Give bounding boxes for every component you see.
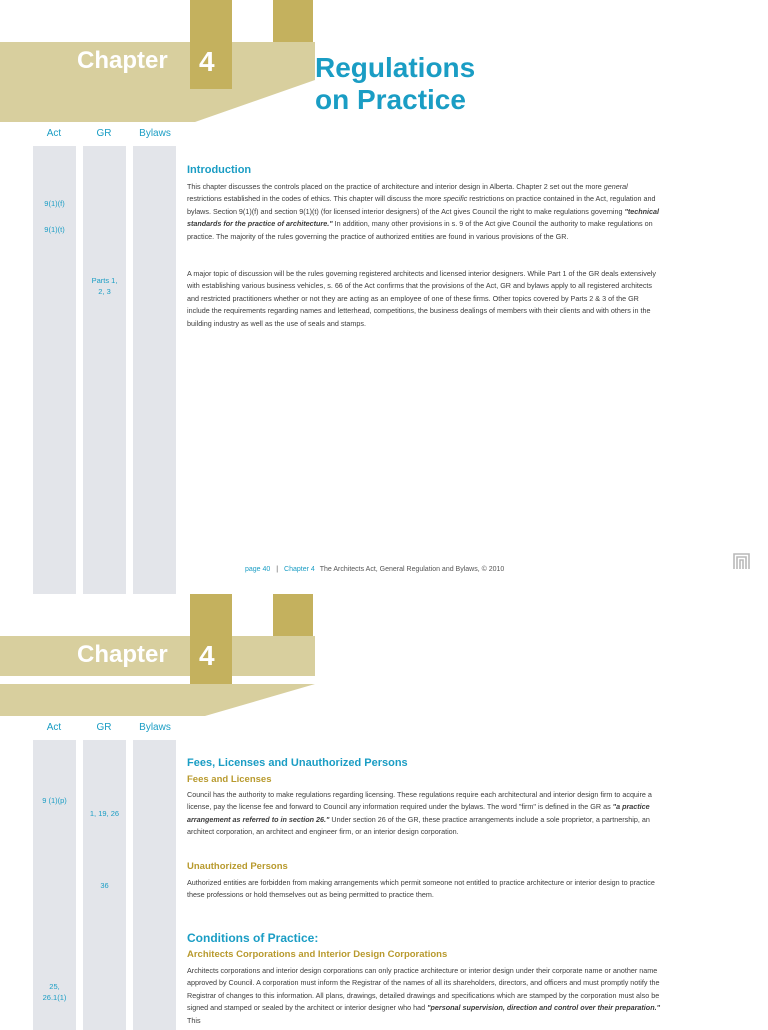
chapter-label: Chapter (77, 641, 168, 668)
gr-ref: 1, 19, 26 (89, 809, 120, 818)
act-header: Act (46, 128, 62, 139)
bylaws-column (133, 146, 176, 594)
gr-column (83, 146, 126, 594)
body-paragraph: This chapter discusses the controls placed on the practice of architecture and interior design in Alberta. Chapter 2 set out the more general restrictions established in the codes of ethics. This chapter will discuss the more specific restrictions on practice contained in the Act, regulation and bylaws. Section 9(1)(f) and section 9(1)(t) (for licensed interior designers) of the Act gives Council the right to make regulations governing "technical standards for the practice of architecture." In addition, many other provisions in s. 9 of the Act give Council the authority to make regulations on practice. The majority of the rules governing the practice of authorized entities are found in various provisions of the GR. (187, 182, 660, 241)
chapter-number: 4 (199, 640, 215, 671)
title-line-2: on Practice (315, 84, 466, 115)
page-footer: page 40 | Chapter 4 The Architects Act, General Regulation and Bylaws, © 2010 (245, 566, 505, 573)
bylaws-column (133, 740, 176, 1030)
chapter-tab-2 (273, 594, 313, 636)
bylaws-header: Bylaws (139, 722, 171, 733)
association-logo-icon (733, 553, 750, 570)
act-ref: 9(1)(f) (44, 199, 65, 208)
body-paragraph: Council has the authority to make regulations regarding licensing. These regulations require each architectural and interior design firm to acquire a license, pay the license fee and forward to Council any information required under the bylaws. The word "firm" is defined in the GR as "a practice arrangement as referred to in section 26." Under section 26 of the GR, these practice arrangements include a sole proprietor, a partnership, an architect corporation, an architect and engineer firm, or an interior design corporation. (187, 790, 652, 837)
header-band-lower (0, 684, 205, 716)
subsection-heading: Unauthorized Persons (187, 861, 288, 872)
chapter-label: Chapter (77, 47, 168, 74)
header-band-lower (0, 80, 195, 122)
act-ref: 9(1)(t) (44, 225, 65, 234)
act-ref: 9 (1)(p) (42, 796, 67, 805)
body-paragraph: Authorized entities are forbidden from making arrangements which permit someone not entitled to practice architecture or interior design to practice these professions or hold themselves out as being permitted to practice them. (187, 878, 655, 900)
band-slant (205, 684, 315, 716)
act-header: Act (46, 722, 62, 733)
title-line-1: Regulations (315, 52, 476, 83)
body-paragraph: Architects corporations and interior design corporations can only practice architecture or interior design under their corporate name or another name approved by Council. A corporation must inform the Registrar of the names of all its shareholders, directors, and officers and must promptly notify the Registrar of changes to this information. All plans, drawings, detailed drawings and specifications which are stamped by the corporation must also be signed and stamped or sealed by the architect or interior designer who had "personal supervision, direction and control over their preparation." This (187, 966, 660, 1025)
section-heading: Introduction (187, 164, 252, 176)
section-heading: Conditions of Practice: (187, 931, 319, 945)
section-heading: Fees, Licenses and Unauthorized Persons (187, 757, 408, 769)
gr-header: GR (96, 128, 112, 139)
gr-ref-line: 2, 3 (98, 287, 111, 296)
act-ref-line: 25, (49, 982, 60, 991)
page-title (315, 52, 475, 116)
chapter-number: 4 (199, 46, 215, 77)
gr-ref-line: Parts 1, (91, 276, 118, 285)
subsection-heading: Fees and Licenses (187, 774, 272, 785)
body-paragraph: A major topic of discussion will be the rules governing registered architects and licensed interior designers. While Part 1 of the GR deals extensively with establishing various business vehicles, s. 66 of the Act confirms that the provisions of the Act, GR and bylaws apply to all registered architects and restricted practitioners whether or not they are acting as an employee of one of these firms. Other topics covered by Parts 2 & 3 of the GR include the requirements regarding names and letterhead, competitions, the business dealings of members with their clients and with others in the building industry as well as the use of seals and stamps. (187, 269, 657, 328)
gr-ref (83, 275, 126, 297)
footer-chapter: Chapter 4 (284, 566, 315, 573)
page-41 (0, 594, 768, 1024)
act-ref-line: 26.1(1) (42, 993, 67, 1002)
act-column (33, 146, 76, 594)
subsection-heading: Architects Corporations and Interior Design Corporations (187, 949, 448, 960)
act-ref (33, 981, 76, 1003)
gr-header: GR (96, 722, 112, 733)
chapter-tab-2 (273, 0, 313, 42)
footer-text: The Architects Act, General Regulation and Bylaws, © 2010 (319, 566, 505, 573)
bylaws-header: Bylaws (139, 128, 171, 139)
gr-ref: 36 (100, 881, 109, 890)
footer-page-number: page 40 (245, 566, 271, 573)
